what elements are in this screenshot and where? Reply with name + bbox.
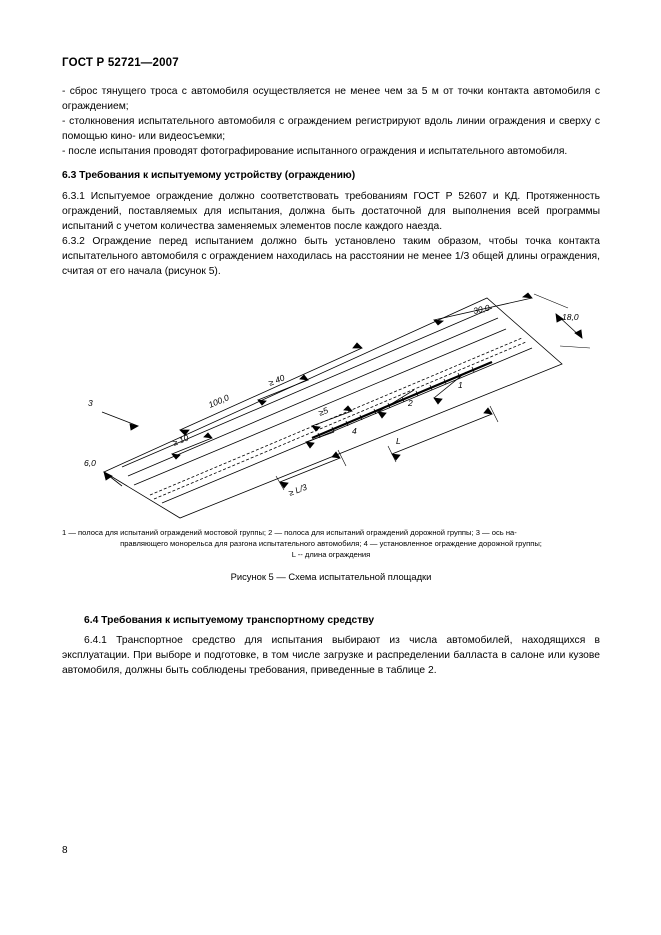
paragraph-bullet-3: - после испытания проводят фотографирование испытанного ограждения и испытательного автомобиля. [62, 146, 568, 158]
page-header: ГОСТ Р 52721—2007 [62, 57, 179, 69]
figure-callout-4: 4 [352, 426, 357, 436]
after-figure-text-block [62, 604, 600, 678]
paragraph-6-3-2: 6.3.2 Ограждение перед испытанием должно быть установлено таким образом, чтобы точка контакта испытательного автомобиля с ограждением находилась на расстоянии не менее 1/3 общей длины ограждения, считая от его начала (рисунок 5). [62, 235, 600, 278]
figure-label-100: 100,0 [206, 392, 231, 410]
paragraph-bullet-2: - столкновения испытательного автомобиля с ограждением регистрируют вдоль линии ограждения и сверху с помощью кино- или видеосъемки; [62, 116, 600, 143]
figure-title: Рисунок 5 — Схема испытательной площадки [230, 571, 432, 582]
figure-legend-line-3: L -- длина ограждения [291, 550, 371, 559]
figure-callout-l: L [396, 436, 401, 446]
figure-label-ge-5: ≥5 [317, 405, 330, 418]
figure-callout-1: 1 [458, 380, 463, 390]
section-heading-6-3: 6.3 Требования к испытуемому устройству (ограждению) [62, 170, 356, 182]
body-text-block [62, 84, 600, 279]
page-number: 8 [62, 845, 68, 856]
figure-legend [62, 527, 600, 560]
figure-legend-line-1: 1 — полоса для испытаний ограждений мостовой группы; 2 — полоса для испытаний ограждений дорожной группы; 3 — ось на- [62, 528, 517, 537]
figure-label-ge-40: ≥ 40 [267, 372, 287, 388]
figure-5-test-site-scheme [62, 286, 600, 526]
figure-label-30: 30,0 [472, 302, 491, 316]
paragraph-bullet-1: - сброс тянущего троса с автомобиля осуществляется не менее чем за 5 м от точки контакта автомобиля с ограждением; [62, 86, 600, 113]
paragraph-6-4-1: 6.4.1 Транспортное средство для испытания выбирают из числа автомобилей, находящихся в эксплуатации. При выборе и подготовке, в том числе загрузке и распределении балласта в салоне или кузове автомобиля, должны быть соблюдены требования, приведенные в таблице 2. [62, 635, 600, 677]
paragraph-6-3-1: 6.3.1 Испытуемое ограждение должно соответствовать требованиям ГОСТ Р 52607 и КД. Протяженность ограждений, поставляемых для испытания, должна быть достаточной для выполнения всей программы испытаний с учетом количества заменяемых элементов после каждого наезда. [62, 190, 600, 232]
figure-callout-3: 3 [88, 398, 93, 408]
figure-legend-line-2: правляющего монорельса для разгона испытательного автомобиля; 4 — установленное ограждение дорожной группы; [120, 539, 542, 548]
figure-callout-2: 2 [408, 398, 413, 408]
section-heading-6-4: 6.4 Требования к испытуемому транспортному средству [84, 615, 375, 626]
figure-label-18: 18,0 [562, 312, 579, 322]
figure-label-ge-10: ≥ 10 [171, 432, 191, 448]
figure-label-6: 6,0 [84, 458, 96, 468]
figure-label-ge-l3: ≥ L/3 [287, 481, 309, 498]
